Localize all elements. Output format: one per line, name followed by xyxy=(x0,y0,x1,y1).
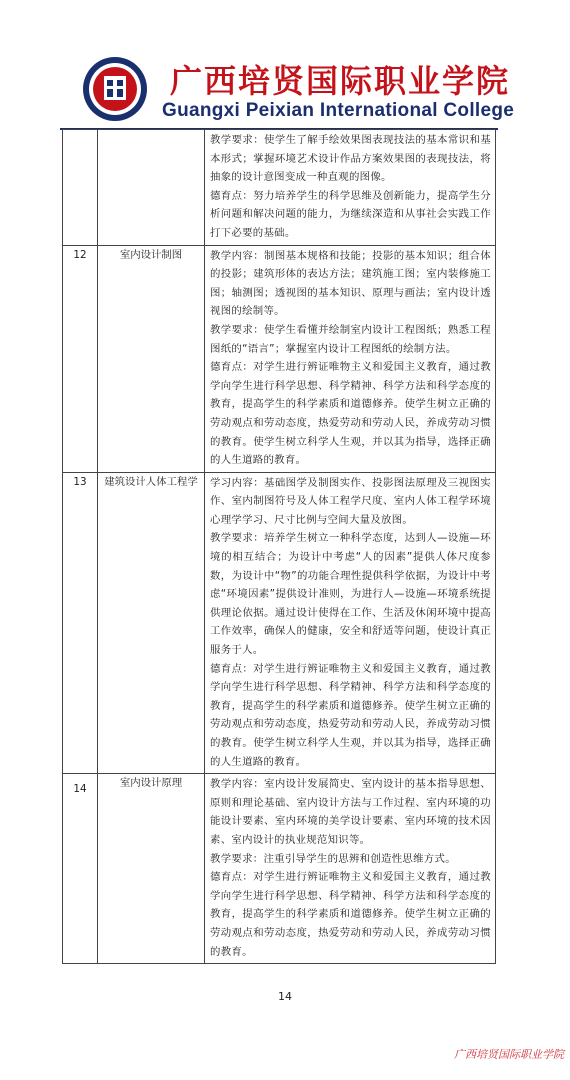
description-paragraph: 教学要求：使学生看懂并绘制室内设计工程图纸；熟悉工程图纸的“语言”；掌握室内设计工程图纸的绘制方法。 xyxy=(210,323,491,355)
course-description xyxy=(205,245,496,472)
curriculum-table xyxy=(62,129,496,964)
description-paragraph: 德育点：对学生进行辨证唯物主义和爱国主义教育，通过教学向学生进行科学思想、科学精神、科学方法和科学态度的教育，提高学生的科学素质和道德修养。使学生树立正确的劳动观点和劳动态度，热爱劳动和劳动人民，养成劳动习惯的教育。 xyxy=(210,871,491,958)
page-header xyxy=(78,54,515,124)
page-number: 14 xyxy=(278,990,292,1003)
description-paragraph: 教学要求：使学生了解手绘效果图表现技法的基本常识和基本形式；掌握环境艺术设计作品方案效果图的表现技法，将抽象的设计意图变成一种直观的图像。 xyxy=(210,134,491,184)
college-name-en: Guangxi Peixian International College xyxy=(162,100,515,121)
course-description xyxy=(205,472,496,774)
course-number: 12 xyxy=(63,245,98,472)
description-paragraph: 德育点：努力培养学生的科学思维及创新能力，提高学生分析问题和解决问题的能力，为继续深造和从事社会实践工作打下必要的基础。 xyxy=(210,189,491,239)
course-description xyxy=(205,774,496,964)
description-paragraph: 教学要求：注重引导学生的思辨和创造性思维方式。 xyxy=(210,852,456,865)
course-number: 14 xyxy=(63,774,98,964)
description-paragraph: 教学内容：室内设计发展简史、室内设计的基本指导思想、原则和理论基础、室内设计方法与工作过程、室内环境的功能设计要素、室内环境的美学设计要素、室内环境的技术因素、室内设计的执业规范知识等。 xyxy=(210,778,491,846)
course-number xyxy=(63,130,98,246)
college-seal-icon xyxy=(82,56,148,122)
course-description xyxy=(205,130,496,246)
college-name-cn: 广西培贤国际职业学院 xyxy=(170,62,511,100)
description-paragraph: 德育点：对学生进行辨证唯物主义和爱国主义教育，通过教学向学生进行科学思想、科学精神、科学方法和科学态度的教育，提高学生的科学素质和道德修养。使学生树立正确的劳动观点和劳动态度，热爱劳动和劳动人民，养成劳动习惯的教育。使学生树立科学人生观，并以其为指导，选择正确的人生道路的教育。 xyxy=(210,361,491,467)
description-paragraph: 教学要求：培养学生树立一种科学态度，达到人—设施—环境的相互结合；为设计中考虑“人的因素”提供人体尺度参数，为设计中“物”的功能合理性提供科学依据，为设计中考虑“环境因素”提供设计准则，为进行人—设施—环境系统提供理论依据。通过设计使得在工作、生活及休闲环境中提高工作效率，确保人的健康，安全和舒适等问题，使设计真正服务于人。 xyxy=(210,532,491,657)
table-row xyxy=(63,472,496,774)
course-name: 建筑设计人体工程学 xyxy=(98,472,205,774)
course-name: 室内设计制图 xyxy=(98,245,205,472)
table-row xyxy=(63,130,496,246)
course-name: 室内设计原理 xyxy=(98,774,205,964)
description-paragraph: 学习内容：基础图学及制图实作、投影图法原理及三视图实作、室内制图符号及人体工程学尺度、室内人体工程学环境心理学学习、尺寸比例与空间大量及放图。 xyxy=(210,476,491,526)
table-row xyxy=(63,774,496,964)
description-paragraph: 教学内容：制图基本规格和技能；投影的基本知识；组合体的投影；建筑形体的表达方法；建筑施工图；室内装修施工图；轴测图；透视图的基本知识、原理与画法；室内设计透视图的绘制等。 xyxy=(210,249,491,318)
table-row xyxy=(63,245,496,472)
footer-watermark: 广西培贤国际职业学院 xyxy=(454,1048,564,1061)
course-number: 13 xyxy=(63,472,98,774)
course-name xyxy=(98,130,205,246)
description-paragraph: 德育点：对学生进行辨证唯物主义和爱国主义教育，通过教学向学生进行科学思想、科学精神、科学方法和科学态度的教育，提高学生的科学素质和道德修养。使学生树立正确的劳动观点和劳动态度，热爱劳动和劳动人民，养成劳动习惯的教育。使学生树立科学人生观，并以其为指导，选择正确的人生道路的教育。 xyxy=(210,662,491,768)
